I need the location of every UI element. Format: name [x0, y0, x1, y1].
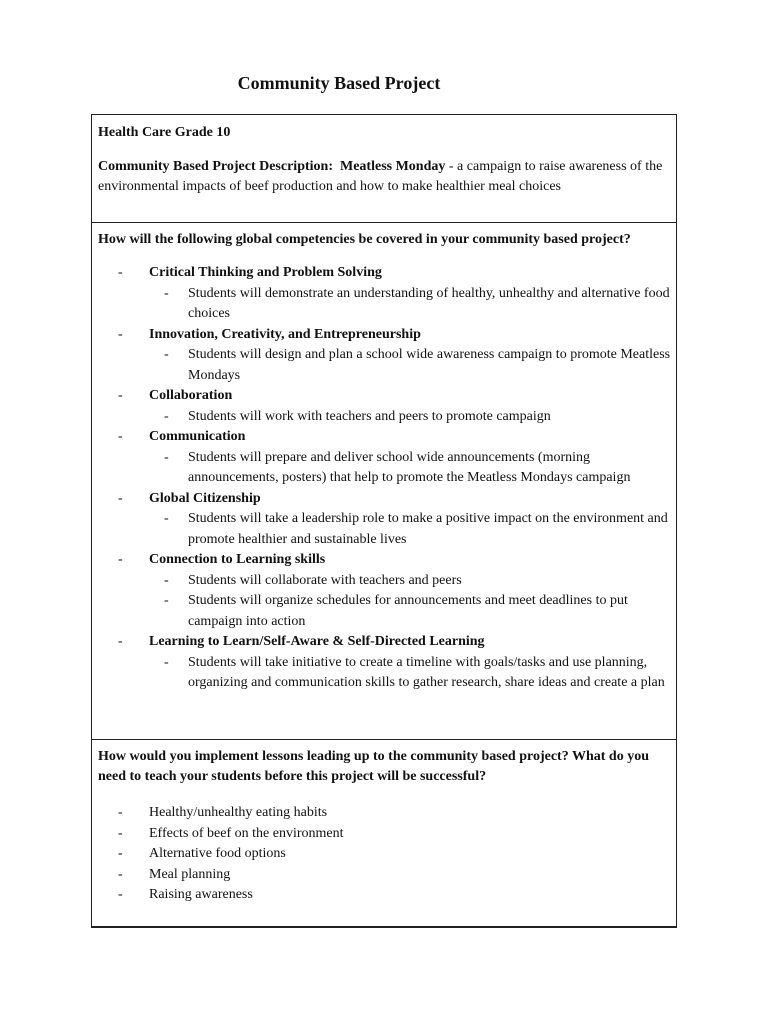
bullet-dash: - — [118, 887, 123, 902]
project-description — [98, 157, 671, 197]
competency-heading: Critical Thinking and Problem Solving — [149, 265, 382, 280]
bullet-dash: - — [164, 408, 169, 424]
competency-heading: Connection to Learning skills — [149, 552, 326, 567]
competency-heading: Global Citizenship — [149, 490, 261, 506]
bullet-dash: - — [118, 429, 123, 444]
lesson-item — [98, 824, 671, 845]
bullet-dash: - — [164, 511, 169, 526]
bullet-dash: - — [164, 654, 169, 670]
bullet-dash: - — [118, 825, 123, 841]
competency-sublist — [149, 284, 671, 325]
competency-heading: Innovation, Creativity, and Entrepreneurship — [149, 326, 421, 342]
lessons-list — [98, 803, 671, 906]
competency-sublist — [149, 653, 671, 694]
lesson-item — [98, 885, 671, 906]
competency-sublist — [149, 407, 671, 428]
competency-sublist — [149, 448, 671, 489]
competency-detail — [98, 345, 671, 386]
bullet-dash: - — [164, 572, 169, 588]
lesson-text: Alternative food options — [149, 846, 286, 861]
lesson-text: Healthy/unhealthy eating habits — [149, 805, 328, 820]
competencies-question: How will the following global competencies be covered in your community based project? — [98, 232, 631, 247]
project-name: Meatless Monday — [340, 159, 446, 174]
lesson-item — [98, 844, 671, 865]
competency-heading: Communication — [149, 429, 246, 444]
competency-heading: Collaboration — [149, 388, 233, 403]
competency-item — [98, 632, 671, 694]
bullet-dash: - — [164, 593, 169, 608]
lessons-section — [92, 747, 676, 906]
bullet-dash: - — [118, 552, 123, 567]
bullet-dash: - — [164, 449, 169, 465]
lesson-text: Raising awareness — [149, 887, 253, 902]
description-label: Community Based Project Description: — [98, 159, 333, 174]
lessons-question: How would you implement lessons leading up to the community based project? What do you need to teach your students before this project will be successful? — [98, 749, 649, 784]
bullet-dash: - — [118, 388, 123, 403]
competency-detail — [98, 591, 671, 632]
competency-detail — [98, 407, 671, 428]
competencies-list — [98, 263, 671, 694]
competency-detail-text: Students will take initiative to create a timeline with goals/tasks and use planning, organizing and communication skills to gather research, share ideas and create a plan — [188, 654, 665, 690]
document-title: Community Based Project — [237, 73, 441, 93]
competency-detail-text: Students will prepare and deliver school wide announcements (morning announcements, posters) that help to promote the Meatless Mondays campaign — [188, 449, 631, 485]
competency-detail-text: Students will collaborate with teachers and peers — [188, 572, 462, 588]
competency-item — [98, 263, 671, 325]
competency-item — [98, 386, 671, 427]
competency-sublist — [149, 571, 671, 633]
lesson-text: Meal planning — [149, 866, 231, 882]
competency-detail — [98, 509, 671, 550]
competency-sublist — [149, 509, 671, 550]
bullet-dash: - — [118, 490, 123, 506]
competency-detail-text: Students will organize schedules for announcements and meet deadlines to put campaign into action — [188, 593, 628, 629]
competency-detail-text: Students will design and plan a school wide awareness campaign to promote Meatless Mondays — [188, 347, 671, 383]
bullet-dash: - — [164, 347, 169, 362]
competency-detail-text: Students will work with teachers and peers to promote campaign — [188, 408, 551, 424]
competency-heading: Learning to Learn/Self-Aware & Self-Directed Learning — [149, 634, 485, 649]
project-info-section — [92, 123, 676, 197]
row-divider — [92, 739, 676, 740]
row-divider — [92, 222, 676, 223]
bullet-dash: - — [118, 634, 123, 649]
course-name: Health Care Grade 10 — [98, 125, 231, 140]
competency-item — [98, 325, 671, 387]
description-text: - a campaign to raise awareness of the environmental impacts of beef production and how to make healthier meal choices — [98, 159, 663, 194]
competency-item — [98, 550, 671, 632]
bullet-dash: - — [118, 846, 123, 861]
competency-detail-text: Students will demonstrate an understanding of healthy, unhealthy and alternative food choices — [188, 285, 670, 321]
competency-item — [98, 427, 671, 489]
competency-detail — [98, 653, 671, 694]
bullet-dash: - — [118, 805, 123, 820]
bullet-dash: - — [164, 285, 169, 301]
bullet-dash: - — [118, 866, 123, 882]
competencies-section — [92, 230, 676, 694]
lesson-text: Effects of beef on the environment — [149, 825, 344, 841]
bullet-dash: - — [118, 326, 123, 342]
project-table — [91, 114, 677, 928]
competency-item — [98, 489, 671, 551]
competency-detail — [98, 448, 671, 489]
competency-detail — [98, 571, 671, 592]
competency-detail — [98, 284, 671, 325]
competency-sublist — [149, 345, 671, 386]
competency-detail-text: Students will take a leadership role to make a positive impact on the environment and promote healthier and sustainable lives — [188, 511, 668, 547]
bullet-dash: - — [118, 265, 123, 280]
lesson-item — [98, 865, 671, 886]
lesson-item — [98, 803, 671, 824]
